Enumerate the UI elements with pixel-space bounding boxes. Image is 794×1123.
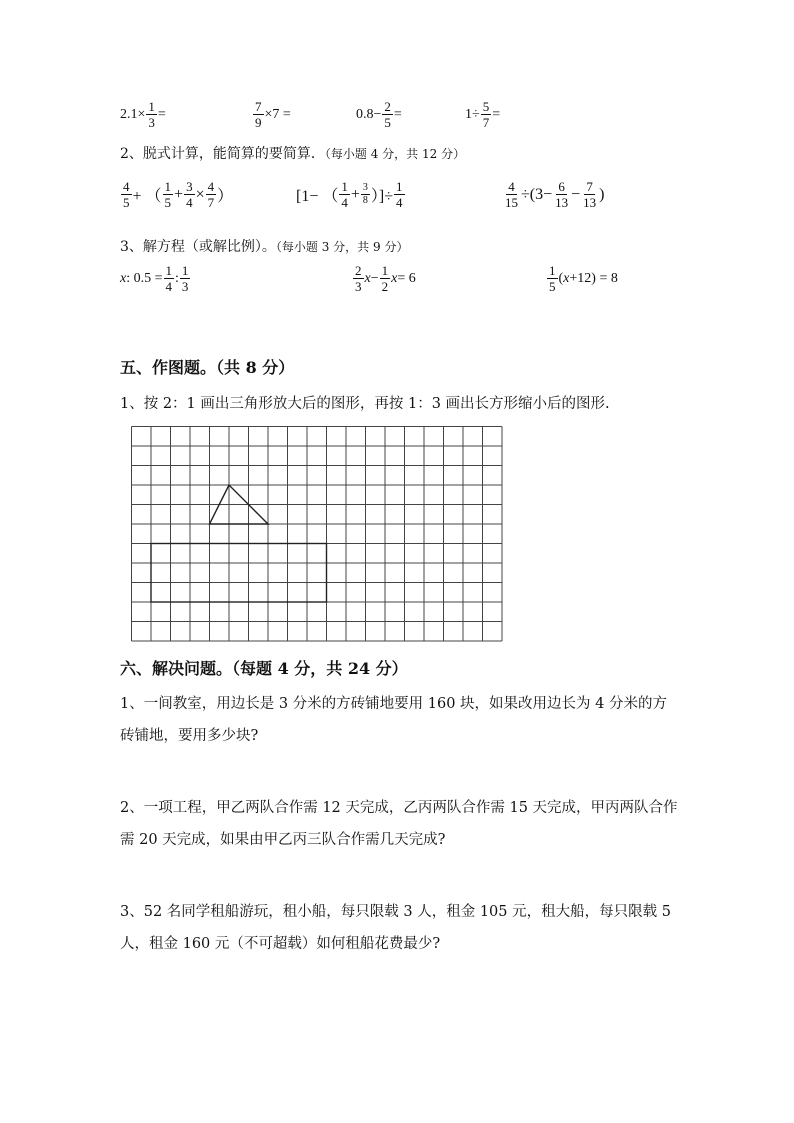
q2-expr-2: [1− （ $\frac{1}{4}$ + $\frac{3}{8}$ ）]÷ $\frac{1}{4}$ <box>296 179 403 210</box>
expr-2-1-times-third: 2.1× $\frac{1}{3}$ = <box>120 99 166 130</box>
problem-1: 1、一间教室，用边长是 3 分米的方砖铺地要用 160 块，如果改用边长为 4 分米的方砖铺地，要用多少块? <box>120 696 668 744</box>
rectangle-shape <box>151 544 327 603</box>
expr-0-8-minus-two-fifths: 0.8− $\frac{2}{5}$ = <box>356 99 402 130</box>
fraction: $\frac{5}{7}$ <box>482 99 490 130</box>
q2-expr-1: $\frac{4}{5}$ + （ $\frac{1}{5}$ + $\frac{3}{4}$ × $\frac{4}{7}$ ） <box>123 179 234 210</box>
q2-title: 2、脱式计算，能简算的要简算．（每小题 4 分，共 12 分） <box>120 146 466 162</box>
fraction: $\frac{2}{5}$ <box>384 99 391 130</box>
q3-title: 3、解方程（或解比例）。（每小题 3 分，共 9 分） <box>120 239 409 255</box>
q3-equation-1: x : 0.5 = $\frac{1}{4}$ : $\frac{1}{3}$ <box>120 263 189 294</box>
drawing-grid <box>130 425 503 642</box>
q3-equation-2: $\frac{2}{3}$ x − $\frac{1}{2}$ x = 6 <box>355 263 416 294</box>
section-5-question-1: 1、按 2：1 画出三角形放大后的图形，再按 1：3 画出长方形缩小后的图形. <box>120 396 610 412</box>
section-6-heading: 六、解决问题。（每题 4 分，共 24 分） <box>120 659 408 678</box>
section-5-heading: 五、作图题。（共 8 分） <box>120 358 295 377</box>
q3-equation-3: $\frac{1}{5}$ ( x +12) = 8 <box>549 263 618 294</box>
fraction: $\frac{1}{3}$ <box>148 99 155 130</box>
expr-seven-ninths-times-7: $\frac{7}{9}$ ×7 = <box>255 99 291 130</box>
q2-expr-3: $\frac{4}{15}$ ÷(3− $\frac{6}{13}$ − $\frac{7}{13}$ ) <box>505 179 605 210</box>
expr-1-div-five-sevenths: 1÷ $\frac{5}{7}$ = <box>465 99 501 130</box>
problem-3: 3、52 名同学租船游玩，租小船，每只限载 3 人，租金 105 元，租大船，每只限载 5 人，租金 160 元（不可超载）如何租船花费最少? <box>120 904 671 952</box>
fraction: $\frac{7}{9}$ <box>255 99 262 130</box>
problem-2: 2、一项工程，甲乙两队合作需 12 天完成，乙丙两队合作需 15 天完成，甲丙两队合作需 20 天完成，如果由甲乙丙三队合作需几天完成? <box>120 800 678 848</box>
